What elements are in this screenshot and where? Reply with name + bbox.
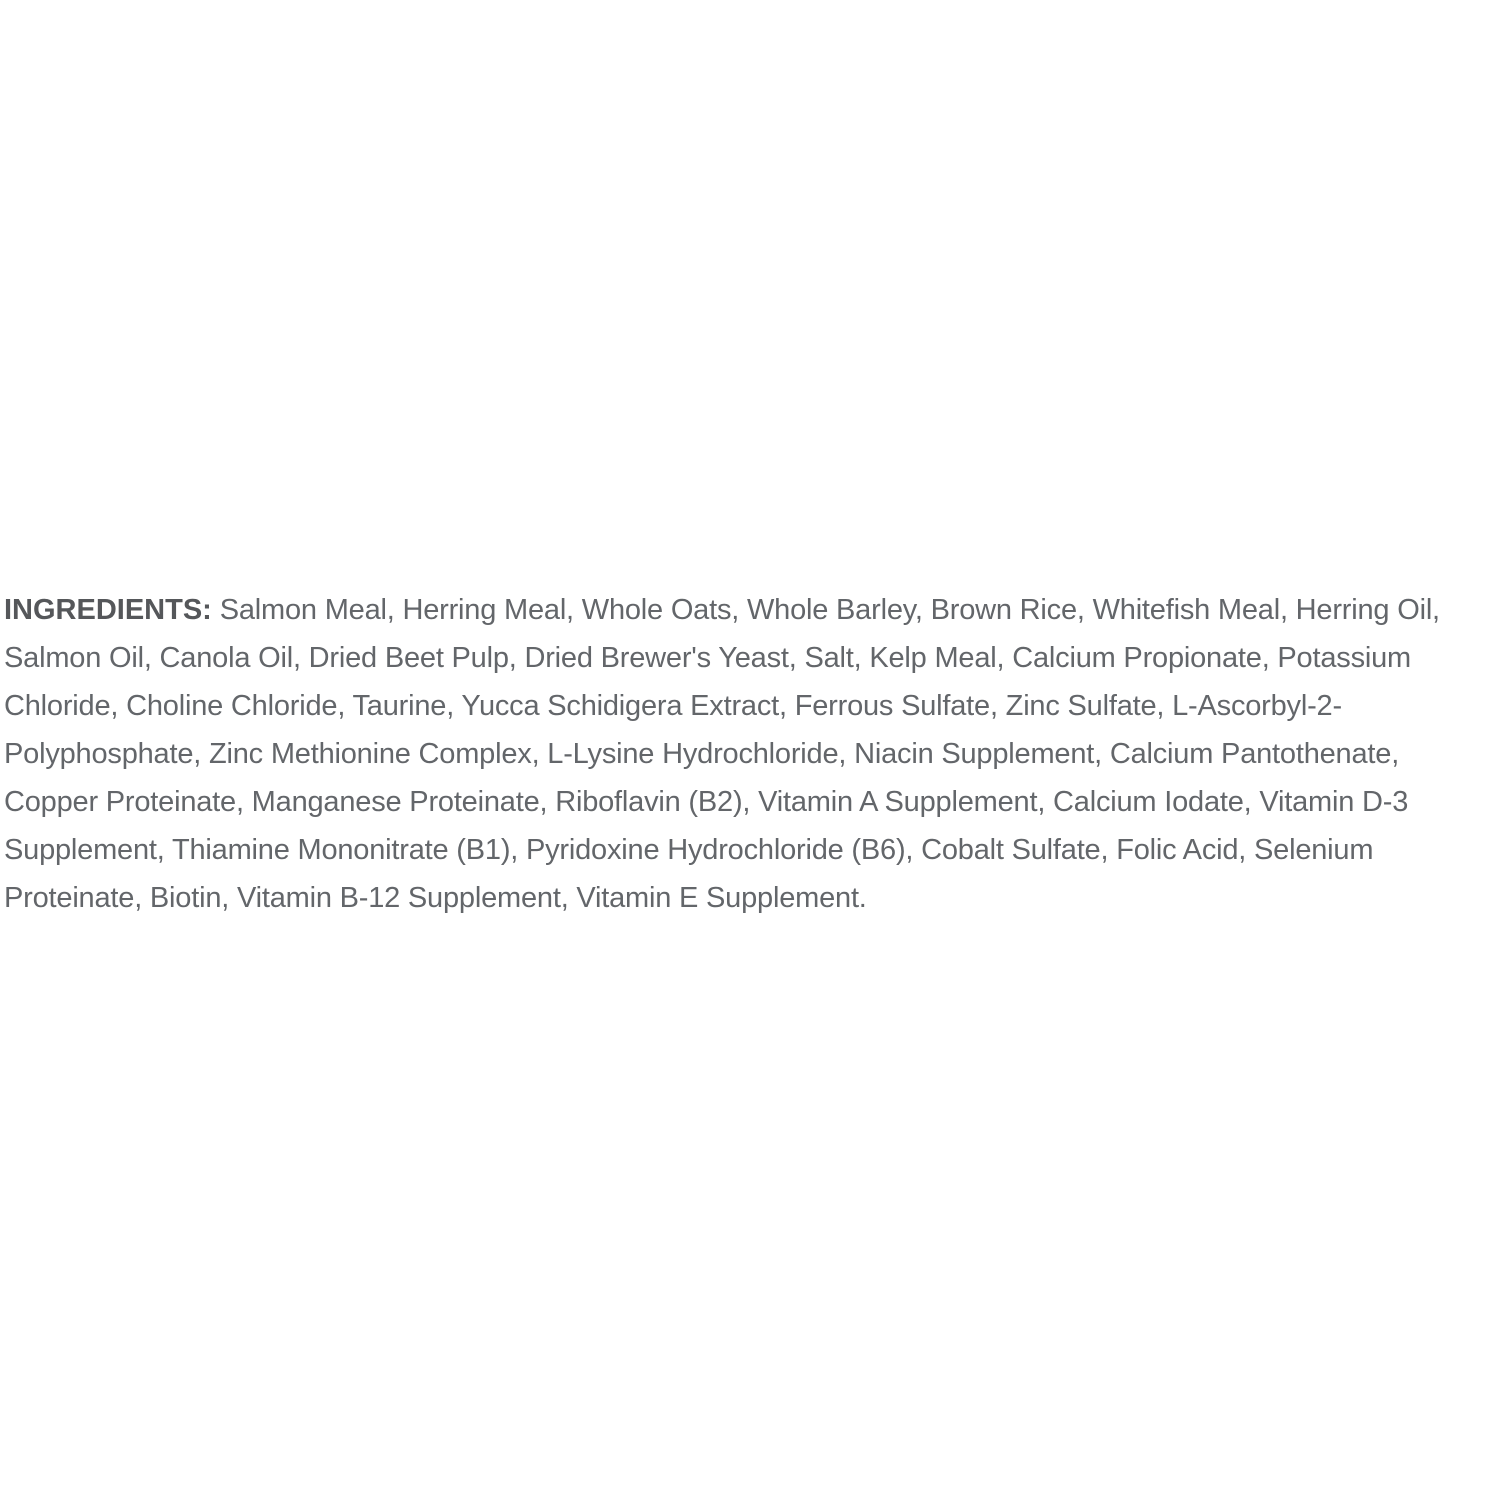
ingredients-label: INGREDIENTS: (4, 594, 212, 626)
ingredients-block (4, 586, 1498, 922)
ingredients-paragraph (4, 586, 1498, 922)
ingredients-text: Salmon Meal, Herring Meal, Whole Oats, Whole Barley, Brown Rice, Whitefish Meal, Herring Oil, Salmon Oil, Canola Oil, Dried Beet Pulp, Dried Brewer's Yeast, Salt, Kelp Meal, Calcium Propionate, Potassium Chloride, Choline Chloride, Taurine, Yucca Schidigera Extract, Ferrous Sulfate, Zinc Sulfate, L-Ascorbyl-2-Polyphosphate, Zinc Methionine Complex, L-Lysine Hydrochloride, Niacin Supplement, Calcium Pantothenate, Copper Proteinate, Manganese Proteinate, Riboflavin (B2), Vitamin A Supplement, Calcium Iodate, Vitamin D-3 Supplement, Thiamine Mononitrate (B1), Pyridoxine Hydrochloride (B6), Cobalt Sulfate, Folic Acid, Selenium Proteinate, Biotin, Vitamin B-12 Supplement, Vitamin E Supplement. (4, 594, 1440, 914)
